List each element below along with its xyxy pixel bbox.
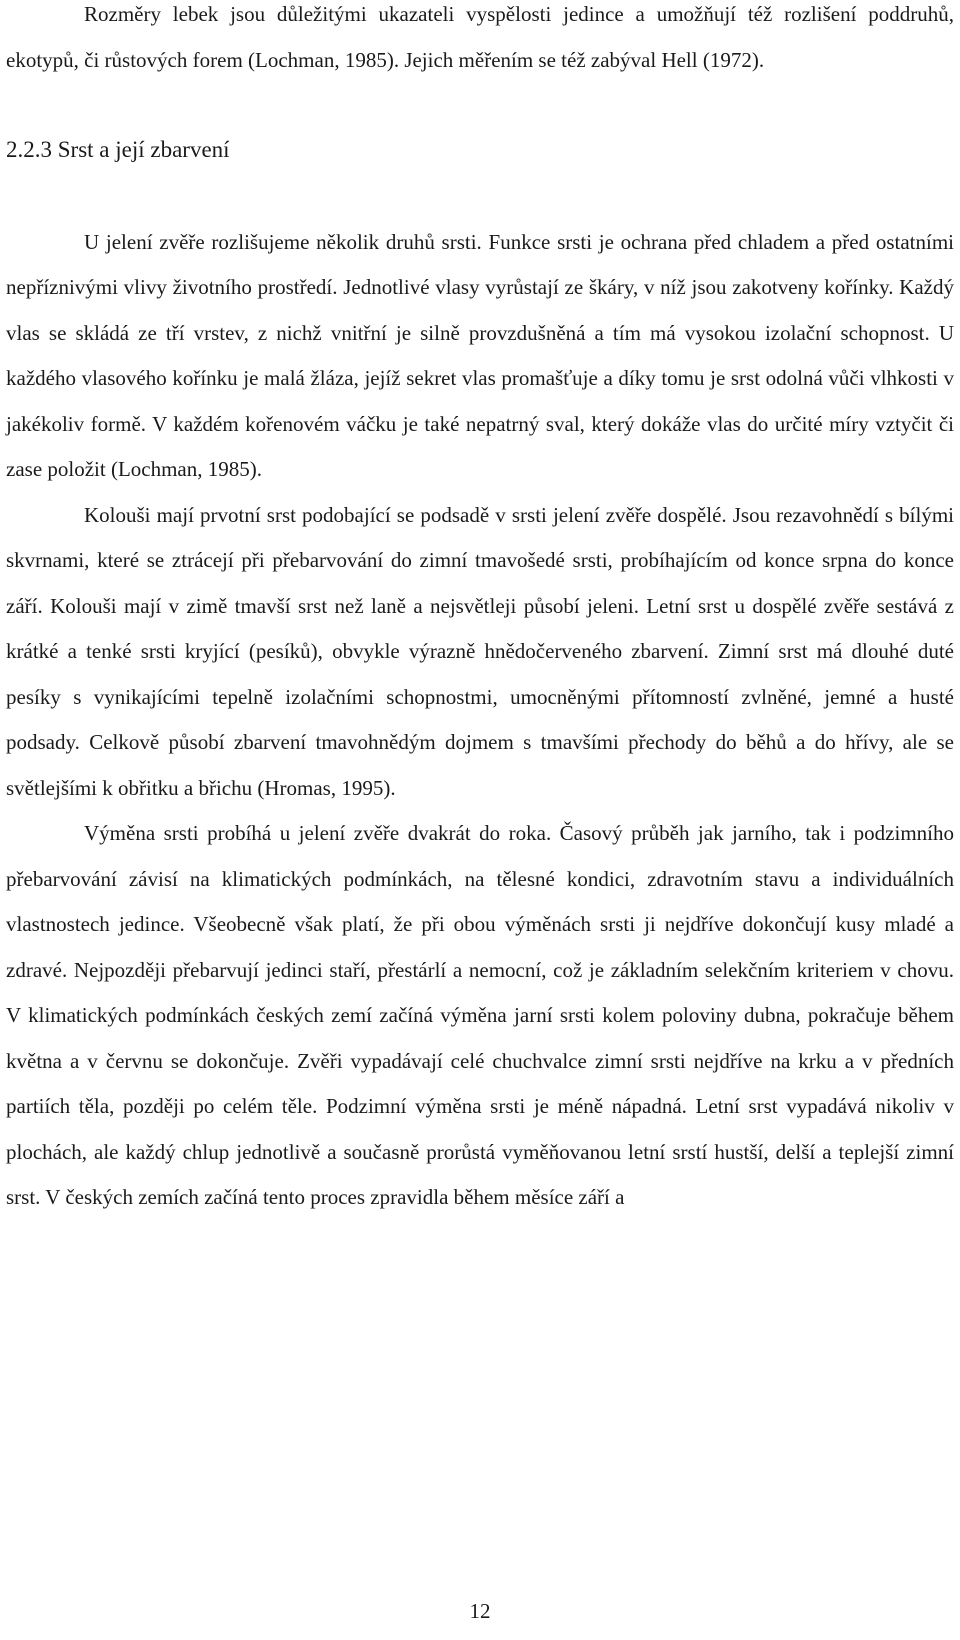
paragraph-skull-measurements: Rozměry lebek jsou důležitými ukazateli vyspělosti jedince a umožňují též rozlišení poddruhů, ekotypů, či růstových forem (Lochman, 1985). Jejich měřením se též zabýval Hell (1972). [6,2,954,72]
page-number: 12 [469,1599,491,1623]
paragraph-fur-moult: Výměna srsti probíhá u jelení zvěře dvakrát do roka. Časový průběh jak jarního, tak i podzimního přebarvování závisí na klimatických podmínkách, na tělesné kondici, zdravotním stavu a individuálních vlastnostech jedince. Všeobecně však platí, že při obou výměnách srsti ji nejdříve dokončují kusy mladé a zdravé. Nejpozději přebarvují jedinci staří, přestárlí a nemocní, což je základním selekčním kriteriem v chovu. V klimatických podmínkách českých zemí začíná výměna jarní srsti kolem poloviny dubna, pokračuje během května a v červnu se dokončuje. Zvěři vypadávají celé chuchvalce zimní srsti nejdříve na krku a v předních partiích těla, později po celém těle. Podzimní výměna srsti je méně nápadná. Letní srst vypadává nikoliv v plochách, ale každý chlup jednotlivě a současně prorůstá vyměňovanou letní srstí hustší, delší a teplejší zimní srst. V českých zemích začíná tento proces zpravidla během měsíce září a [6,821,954,1209]
document-page [6,0,954,1221]
paragraph-fur-types: U jelení zvěře rozlišujeme několik druhů srsti. Funkce srsti je ochrana před chladem a před ostatními nepříznivými vlivy životního prostředí. Jednotlivé vlasy vyrůstají ze škáry, v níž jsou zakotveny kořínky. Každý vlas se skládá ze tří vrstev, z nichž vnitřní je silně provzdušněná a tím má vysokou izolační schopnost. U každého vlasového kořínku je malá žláza, jejíž sekret vlas promašťuje a díky tomu je srst odolná vůči vlhkosti v jakékoliv formě. V každém kořenovém váčku je také nepatrný sval, který dokáže vlas do určité míry vztyčit či zase položit (Lochman, 1985). [6,229,954,481]
paragraph-fawn-fur: Kolouši mají prvotní srst podobající se podsadě v srsti jelení zvěře dospělé. Jsou rezavohnědí s bílými skvrnami, které se ztrácejí při přebarvování do zimní tmavošedé srsti, probíhajícím od konce srpna do konce září. Kolouši mají v zimě tmavší srst než laně a nejsvětleji působí jeleni. Letní srst u dospělé zvěře sestává z krátké a tenké srsti kryjící (pesíků), obvykle výrazně hnědočerveného zbarvení. Zimní srst má dlouhé duté pesíky s vynikajícími tepelně izolačními schopnostmi, umocněnými přítomností zvlněné, jemné a husté podsady. Celkově působí zbarvení tmavohnědým dojmem s tmavšími přechody do běhů a do hřívy, ale se světlejšími k obřitku a břichu (Hromas, 1995). [6,502,954,800]
section-heading: 2.2.3 Srst a její zbarvení [6,137,230,162]
